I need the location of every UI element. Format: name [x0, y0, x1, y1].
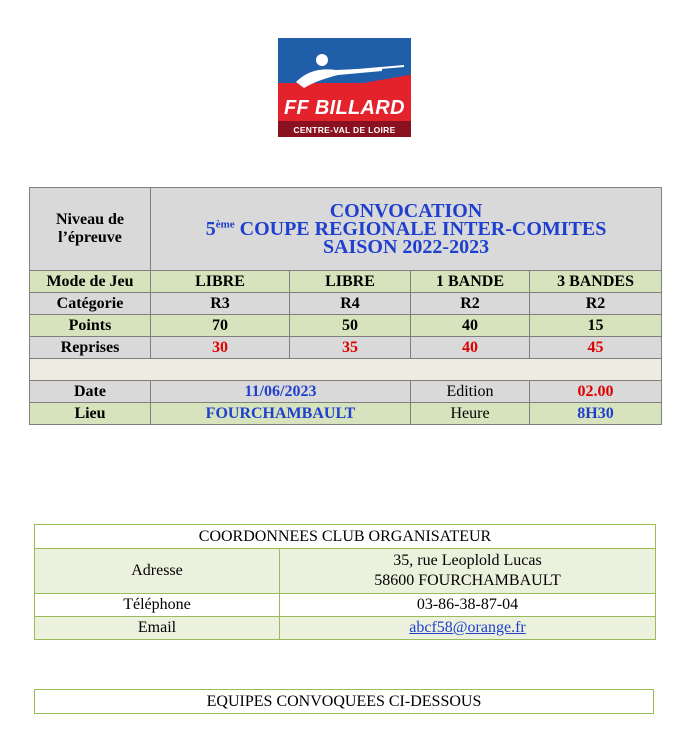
email-label: Email	[35, 617, 280, 640]
convocation-table	[29, 187, 662, 425]
equipes-title: EQUIPES CONVOQUEES CI-DESSOUS	[34, 689, 654, 714]
points-row	[30, 315, 662, 337]
email-link[interactable]: abcf58@orange.fr	[409, 619, 526, 636]
reprises-cell: 45	[530, 337, 662, 359]
categorie-cell: R4	[290, 293, 411, 315]
mode-cell: 1 BANDE	[411, 271, 530, 293]
mode-cell: LIBRE	[290, 271, 411, 293]
date-value: 11/06/2023	[151, 381, 411, 403]
mode-cell: LIBRE	[151, 271, 290, 293]
categorie-label: Catégorie	[30, 293, 151, 315]
title-line-2: 5ème COUPE REGIONALE INTER-COMITES	[205, 218, 607, 240]
reprises-cell: 35	[290, 337, 411, 359]
club-title-row	[35, 525, 656, 549]
logo-wordmark: FF BILLARD	[284, 97, 405, 119]
categorie-cell: R2	[411, 293, 530, 315]
date-label: Date	[30, 381, 151, 403]
points-label: Points	[30, 315, 151, 337]
adresse-value	[280, 549, 656, 594]
spacer-row	[30, 359, 662, 381]
lieu-label: Lieu	[30, 403, 151, 425]
reprises-cell: 40	[411, 337, 530, 359]
edition-label: Edition	[411, 381, 530, 403]
club-coordinates-table	[34, 524, 656, 640]
adresse-line-1: 35, rue Leoplold Lucas	[393, 552, 542, 569]
telephone-label: Téléphone	[35, 594, 280, 617]
lieu-row	[30, 403, 662, 425]
billiard-player-icon	[278, 38, 411, 98]
email-cell	[280, 617, 656, 640]
mode-row	[30, 271, 662, 293]
telephone-value: 03-86-38-87-04	[280, 594, 656, 617]
logo-subtitle: CENTRE-VAL DE LOIRE	[293, 125, 396, 135]
heure-value: 8H30	[530, 403, 662, 425]
reprises-row	[30, 337, 662, 359]
title-row	[30, 188, 662, 271]
reprises-label: Reprises	[30, 337, 151, 359]
telephone-row	[35, 594, 656, 617]
heure-label: Heure	[411, 403, 530, 425]
categorie-cell: R2	[530, 293, 662, 315]
club-title: COORDONNEES CLUB ORGANISATEUR	[35, 525, 656, 549]
points-cell: 15	[530, 315, 662, 337]
points-cell: 50	[290, 315, 411, 337]
date-row	[30, 381, 662, 403]
categorie-row	[30, 293, 662, 315]
mode-cell: 3 BANDES	[530, 271, 662, 293]
points-cell: 70	[151, 315, 290, 337]
spacer-cell	[30, 359, 662, 381]
reprises-cell: 30	[151, 337, 290, 359]
categorie-cell: R3	[151, 293, 290, 315]
ff-billard-logo	[278, 38, 411, 137]
title-line-3: SAISON 2022-2023	[322, 236, 490, 258]
niveau-label: Niveau de l’épreuve	[30, 188, 151, 271]
email-row	[35, 617, 656, 640]
mode-label: Mode de Jeu	[30, 271, 151, 293]
title-line-1: CONVOCATION	[329, 200, 483, 222]
convocation-title	[151, 188, 662, 271]
adresse-line-2: 58600 FOURCHAMBAULT	[374, 572, 561, 589]
edition-value: 02.00	[530, 381, 662, 403]
points-cell: 40	[411, 315, 530, 337]
adresse-row	[35, 549, 656, 594]
lieu-value: FOURCHAMBAULT	[151, 403, 411, 425]
adresse-label: Adresse	[35, 549, 280, 594]
